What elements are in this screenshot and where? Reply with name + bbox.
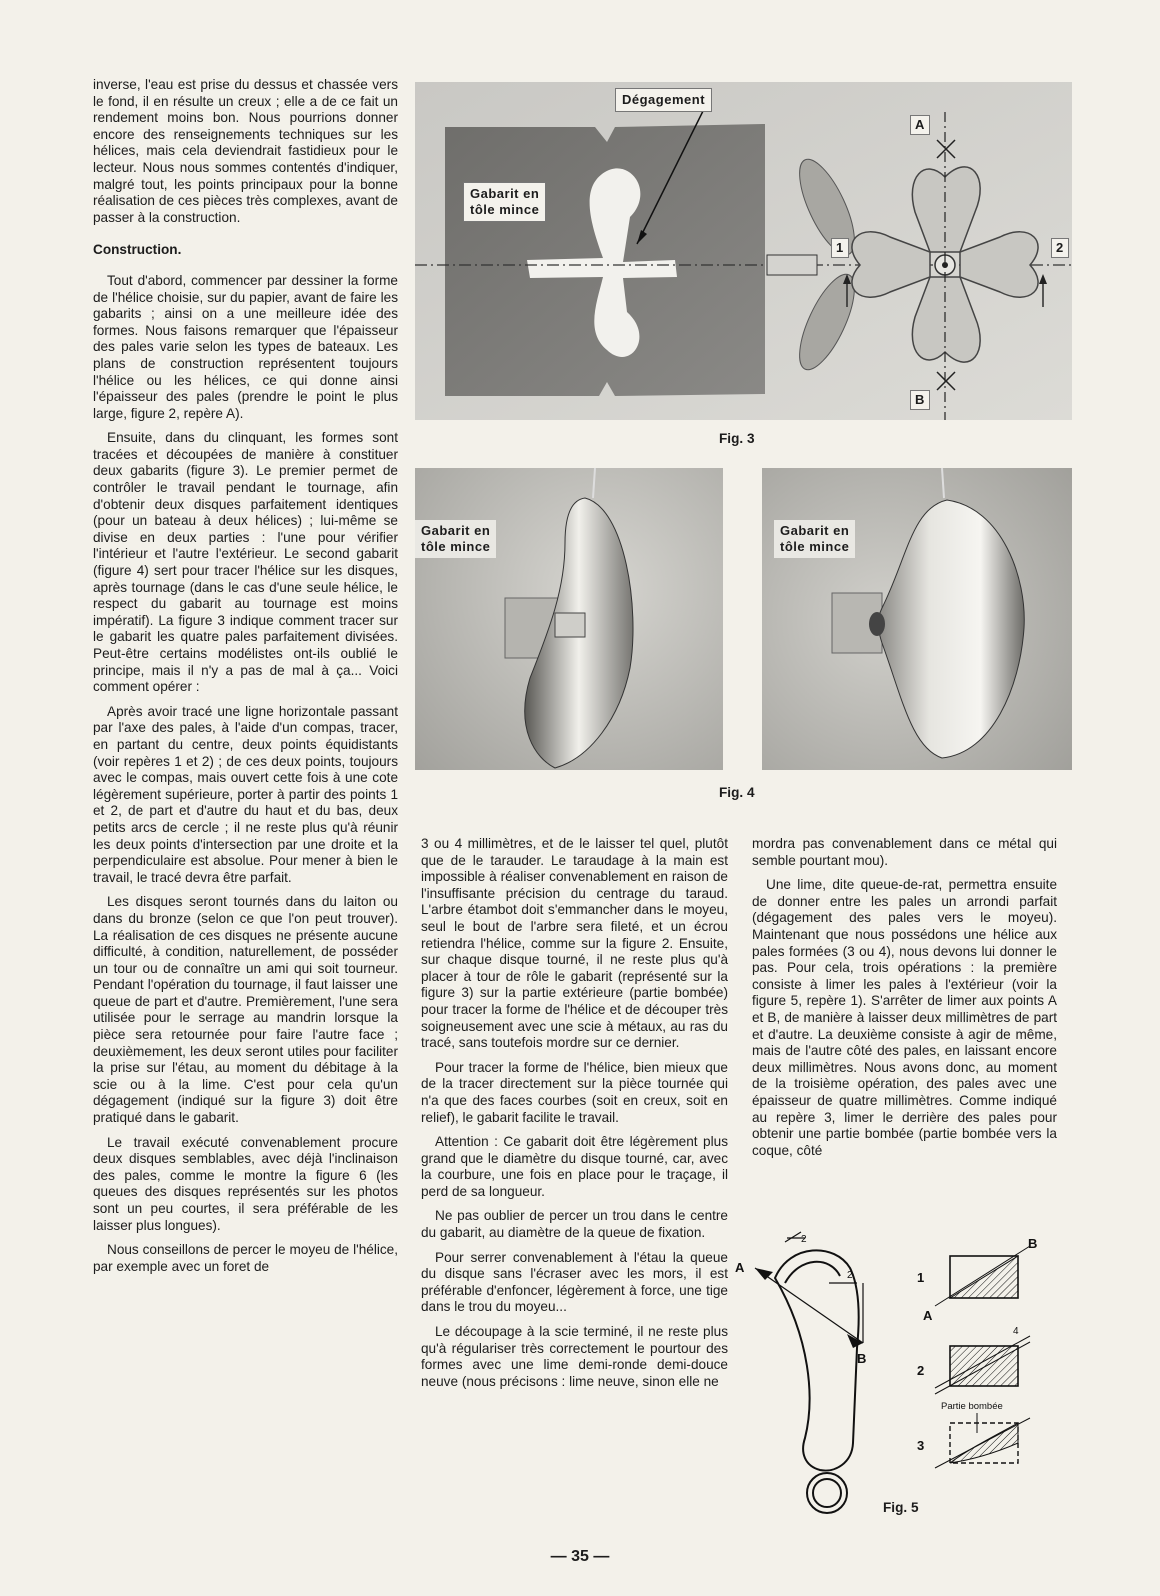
figure-3-illustration (415, 82, 1072, 420)
paragraph: Le travail exécuté convenablement procure deux disques semblables, avec déjà l'inclinaison des pales, comme le montre la figure 6 (les queues des disques représentés sur les photos sont un peu courtes, il sera préférable de les laisser plus longues). (93, 1134, 398, 1233)
mark-b: B (857, 1351, 867, 1366)
figure-5-caption: Fig. 5 (883, 1500, 919, 1515)
paragraph: Nous conseillons de percer le moyeu de l'hélice, par exemple avec un foret de (93, 1242, 398, 1274)
dim-2-right: 2 (847, 1270, 853, 1281)
paragraph: 3 ou 4 millimètres, et de le laisser tel quel, plutôt que de le tarauder. Le taraudage à la main est impossible à réaliser convenablement en raison de l'insuffisante précision du centrage du taraud. L'arbre étambot doit s'emmancher dans le moyeu, seul le bout de l'arbre sera fileté, et un écrou retiendra l'hélice, comme sur la figure 2. Ensuite, sur chaque disque tourné, il ne reste plus qu'à placer à tour de rôle le gabarit (représenté sur la figure 3) sur la partie extérieure (partie bombée) pour tracer la forme de l'hélice et de découper très soigneusement avec une scie à métaux, au ras du tracé, sans toutefois mordre sur ce dernier. (421, 836, 728, 1051)
label-degagement: Dégagement (615, 88, 712, 112)
dim-4: 4 (1013, 1326, 1019, 1337)
paragraph: Les disques seront tournés dans du laiton ou dans du bronze (selon ce que l'on peut trouver). La réalisation de ces disques ne présente aucune difficulté, à condition, naturellement, de posséder un tour ou de connaître un ami qui soit tourneur. Pendant l'opération du tournage, il faut laisser une queue de part et d'autre. Premièrement, l'une sera utilisée pour le serrage au mandrin lorsque la pièce sera retournée pour faire l'autre face ; deuxièmement, les deux seront utiles pour faciliter la prise sur l'étau, au moment du débitage à la scie ou à la lime. C'est pour cela qu'un dégagement (indiqué sur la figure 3) doit être pratiqué dans le gabarit. (93, 894, 398, 1126)
step-2: 2 (917, 1363, 925, 1378)
mark-2: 2 (1051, 238, 1069, 258)
step-1: 1 (917, 1270, 925, 1285)
label-gabarit-left: Gabarit en tôle mince (415, 520, 496, 558)
step-1-mark-b: B (1028, 1236, 1038, 1251)
mark-b: B (910, 390, 930, 410)
paragraph: inverse, l'eau est prise du dessus et chassée vers le fond, il en résulte un creux ; elle a de ce fait un rendement moins bon. Nous pourrions donner encore des renseignements techniques sur les hélices, mais cela deviendrait fastidieux pour le lecteur. Nous nous sommes contentés d'indiquer, malgré tout, les points principaux pour la bonne réalisation de ces pièces très complexes, avant de passer à la construction. (93, 77, 398, 225)
figure-4-caption: Fig. 4 (719, 785, 755, 800)
paragraph: Le découpage à la scie terminé, il ne reste plus qu'à régulariser très correctement le pourtour des formes avec une lime demi-ronde demi-douce neuve (nous précisons : lime neuve, sinon elle ne (421, 1324, 728, 1389)
paragraph: Pour serrer convenablement à l'étau la queue du disque sans l'écraser avec les mors, il est préférable d'enfoncer, légèrement à force, une tige dans le trou du moyeu... (421, 1249, 728, 1315)
mark-a: A (910, 115, 930, 135)
section-heading: Construction. (93, 242, 182, 258)
paragraph: Pour tracer la forme de l'hélice, bien mieux que de la tracer directement sur la pièce tournée qui n'a que des faces courbes (soit en creux, soit en relief), le gabarit facilite le travail. (421, 1059, 728, 1125)
figure-3-photo (415, 82, 1072, 420)
label-gabarit-right: Gabarit en tôle mince (774, 520, 855, 558)
mark-1: 1 (831, 238, 849, 258)
text-column-1 (93, 77, 398, 1283)
paragraph: Attention : Ce gabarit doit être légèrement plus grand que le diamètre du disque tourné, car, avec la courbure, une fois en place pour le traçage, il perd de sa longueur. (421, 1134, 728, 1199)
figure-3-caption: Fig. 3 (719, 431, 755, 446)
label-gabarit: Gabarit en tôle mince (463, 182, 546, 222)
step-1-mark-a: A (923, 1308, 933, 1323)
figure-5-drawing (735, 1234, 1065, 1518)
paragraph: Ne pas oublier de percer un trou dans le centre du gabarit, au diamètre de la queue de fixation. (421, 1208, 728, 1241)
mark-a: A (735, 1260, 745, 1275)
text-column-2 (421, 836, 728, 1398)
figure-5-illustration (735, 1234, 1065, 1518)
paragraph: Tout d'abord, commencer par dessiner la forme de l'hélice choisie, sur du papier, avant de faire les gabarits ; ainsi on a une meilleure idée des formes. Nous faisons remarquer que l'épaisseur des pales varie selon les types de bateaux. Les plans de construction représentent toujours l'hélice ou les hélices, ce qui donne ainsi l'épaisseur des pales (prendre le point le plus large, figure 2, repère A). (93, 272, 398, 421)
text-column-3 (752, 836, 1057, 1167)
page-number: — 35 — (550, 1548, 610, 1565)
label-partie-bombee: Partie bombée (941, 1401, 1003, 1412)
step-3: 3 (917, 1438, 925, 1453)
paragraph: Ensuite, dans du clinquant, les formes sont tracées et découpées de manière à constituer deux gabarits (figure 3). Le premier permet de contrôler le travail pendant le tournage, afin d'obtenir deux disques parfaitement identiques (pour un bateau à deux hélices) ; lui-même se divise en deux parties : l'une pour vérifier l'intérieur et l'autre l'extérieur. Le second gabarit (figure 4) sert pour tracer l'hélice sur les disques, après tournage (dans le cas d'une seule hélice, le respect du gabarit au tournage est moins impératif). La figure 3 indique comment tracer sur le gabarit les quatre pales parfaitement divisées. Peut-être certains modélistes ont-ils oublié le principe, mais il n'y a pas de mal à ça... Voici comment opérer : (93, 430, 398, 695)
figure-4-right-photo (762, 468, 1072, 770)
figure-4-left-photo (415, 468, 723, 770)
figure-4-left-illustration (415, 468, 723, 770)
figure-4-right-illustration (762, 468, 1072, 770)
paragraph: Après avoir tracé une ligne horizontale passant par l'axe des pales, à l'aide d'un compas, tracer, en partant du centre, deux points équidistants (voir repères 1 et 2) ; de ces deux points, toujours avec le compas, mais ouvert cette fois à une cote légèrement supérieure, porter à partir des points 1 et 2, de part et d'autre du haut et du bas, deux petits arcs de cercle ; il ne reste plus qu'à réunir les deux points d'intersection par une droite et la perpendiculaire est absolue. Pour mener à bien le travail, le tracé devra être parfait. (93, 703, 398, 885)
paragraph: Une lime, dite queue-de-rat, permettra ensuite de donner entre les pales un arrondi parfait (dégagement des pales vers le moyeu). Maintenant que nous possédons une hélice aux pales formées (3 ou 4), nous devons lui donner le pas. Pour cela, trois opérations : la première consiste à limer les pales à l'extérieur (voir la figure 5, repère 1). S'arrêter de limer aux points A et B, de manière à laisser deux millimètres de part et d'autre. La deuxième consiste à agir de même, mais de l'autre côté des pales, en laissant encore deux millimètres. Nous avons donc, au moment de la troisième opération, des pales avec une épaisseur de quatre millimètres. Comme indiqué au repère 3, limer le derrière des pales pour obtenir une partie bombée (partie bombée vers la coque, côté (752, 877, 1057, 1158)
dim-2-top: 2 (801, 1234, 807, 1245)
paragraph: mordra pas convenablement dans ce métal qui semble pourtant mou). (752, 836, 1057, 868)
